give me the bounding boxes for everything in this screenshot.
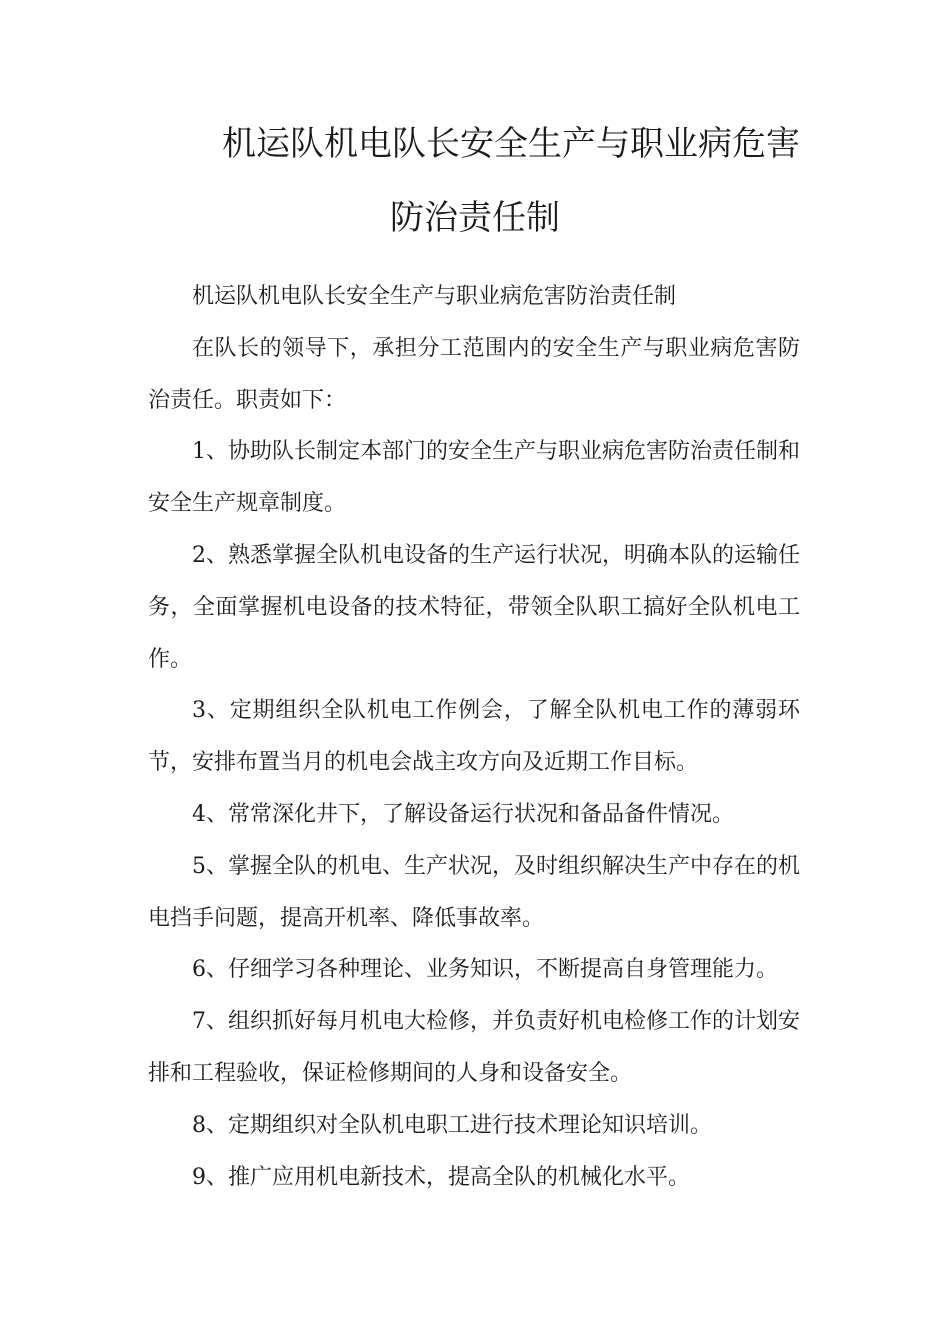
paragraph-item-5: 5、掌握全队的机电、生产状况，及时组织解决生产中存在的机电挡手问题，提高开机率、降低事故率。 (148, 853, 800, 931)
document-title-line-2 (0, 198, 950, 238)
document-title-line-1: 机运队机电队长安全生产与职业病危害 (222, 124, 800, 164)
paragraph-item-7: 7、组织抓好每月机电大检修，并负责好机电检修工作的计划安排和工程验收，保证检修期间的人身和设备安全。 (148, 1009, 800, 1086)
paragraph-item-9: 9、推广应用机电新技术，提高全队的机械化水平。 (192, 1164, 690, 1190)
document-title-line-2-text: 防治责任制 (390, 198, 560, 238)
paragraph-intro: 在队长的领导下，承担分工范围内的安全生产与职业病危害防治责任。职责如下： (148, 335, 800, 413)
paragraph-item-3: 3、定期组织全队机电工作例会，了解全队机电工作的薄弱环节，安排布置当月的机电会战主攻方向及近期工作目标。 (148, 698, 800, 776)
paragraph-item-1: 1、协助队长制定本部门的安全生产与职业病危害防治责任制和安全生产规章制度。 (148, 439, 800, 517)
paragraph-item-6: 6、仔细学习各种理论、业务知识，不断提高自身管理能力。 (192, 957, 778, 983)
document-body (148, 271, 800, 1203)
paragraph-item-8: 8、定期组织对全队机电职工进行技术理论知识培训。 (192, 1112, 712, 1138)
paragraph-subtitle: 机运队机电队长安全生产与职业病危害防治责任制 (192, 284, 677, 309)
paragraph-item-2: 2、熟悉掌握全队机电设备的生产运行状况，明确本队的运输任务，全面掌握机电设备的技术特征，带领全队职工搞好全队机电工作。 (148, 542, 800, 672)
paragraph-item-4: 4、常常深化井下，了解设备运行状况和备品备件情况。 (192, 801, 734, 827)
